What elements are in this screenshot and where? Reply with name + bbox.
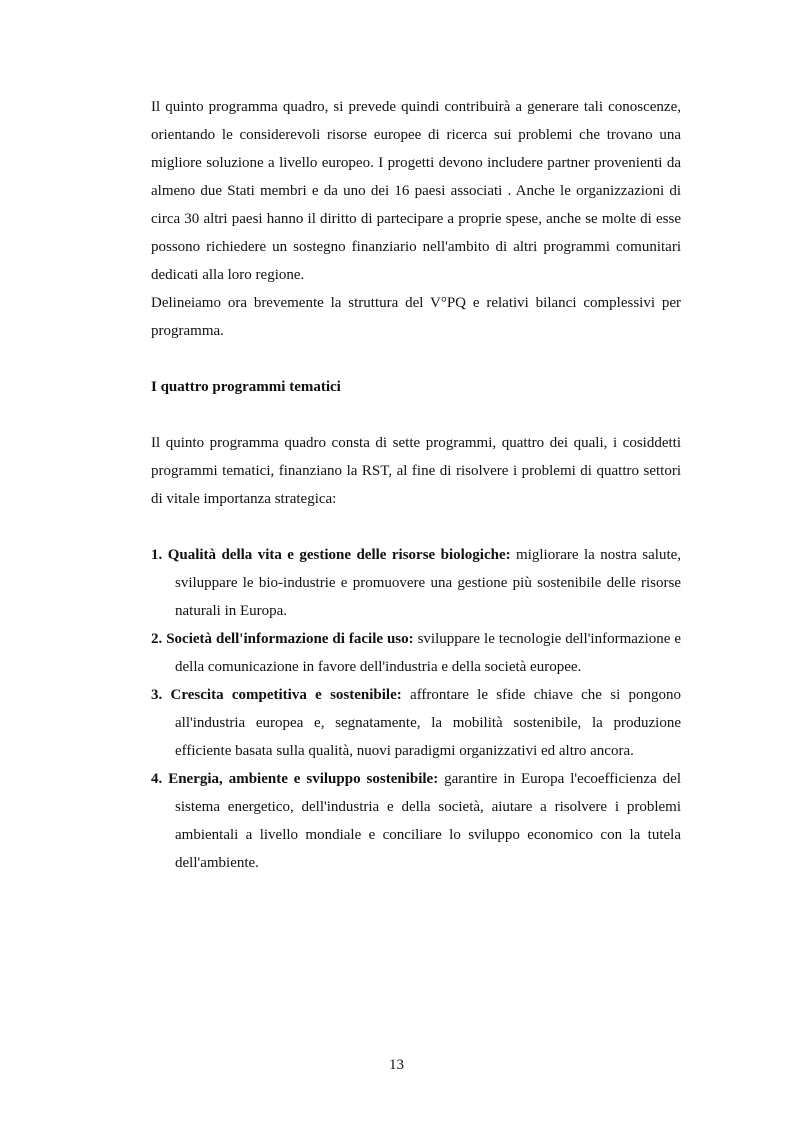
list-item: [151, 681, 681, 765]
list-item-title: Energia, ambiente e sviluppo sostenibile:: [168, 771, 439, 787]
list-item-number: 4.: [151, 771, 163, 787]
list-item-number: 2.: [151, 631, 163, 647]
section-intro-paragraph: Il quinto programma quadro consta di sette programmi, quattro dei quali, i cosiddetti programmi tematici, finanziano la RST, al fine di risolvere i problemi di quattro settori di vitale importanza strategica:: [151, 435, 681, 507]
list-item-text: garantire in Europa l'ecoefficienza del sistema energetico, dell'industria e della società, aiutare a risolvere i problemi ambientali a livello mondiale e conciliare lo sviluppo economico con la tutela dell'ambiente.: [175, 771, 681, 871]
list-item: [151, 541, 681, 625]
section-heading: I quattro programmi tematici: [151, 379, 341, 395]
list-item-number: 1.: [151, 547, 163, 563]
list-item-text: sviluppare le tecnologie dell'informazione e della comunicazione in favore dell'industria e della società europee.: [175, 631, 681, 675]
body-paragraph-outline: Delineiamo ora brevemente la struttura del V°PQ e relativi bilanci complessivi per programma.: [151, 295, 681, 339]
list-item-title: Qualità della vita e gestione delle risorse biologiche:: [167, 547, 511, 563]
list-item-text: affrontare le sfide chiave che si pongono all'industria europea e, segnatamente, la mobilità sostenibile, la produzione efficiente basata sulla qualità, nuovi paradigmi organizzativi ed altro ancora.: [175, 687, 682, 759]
program-list: [151, 541, 681, 877]
body-paragraph-intro: Il quinto programma quadro, si prevede quindi contribuirà a generare tali conoscenze, orientando le considerevoli risorse europee di ricerca sui problemi che trovano una migliore soluzione a livello europeo. I progetti devono includere partner provenienti da almeno due Stati membri e da uno dei 16 paesi associati . Anche le organizzazioni di circa 30 altri paesi hanno il diritto di partecipare a proprie spese, anche se molte di esse possono richiedere un sostegno finanziario nell'ambito di altri programmi comunitari dedicati alla loro regione.: [151, 99, 681, 283]
list-item-text: migliorare la nostra salute, sviluppare le bio-industrie e promuovere una gestione più sostenibile delle risorse naturali in Europa.: [175, 547, 682, 619]
list-item-number: 3.: [151, 687, 163, 703]
page-number: 13: [389, 1057, 404, 1073]
page-body: [151, 93, 681, 877]
list-item: [151, 765, 681, 877]
list-item-title: Crescita competitiva e sostenibile:: [170, 687, 402, 703]
list-item-title: Società dell'informazione di facile uso:: [166, 631, 414, 647]
list-item: [151, 625, 681, 681]
